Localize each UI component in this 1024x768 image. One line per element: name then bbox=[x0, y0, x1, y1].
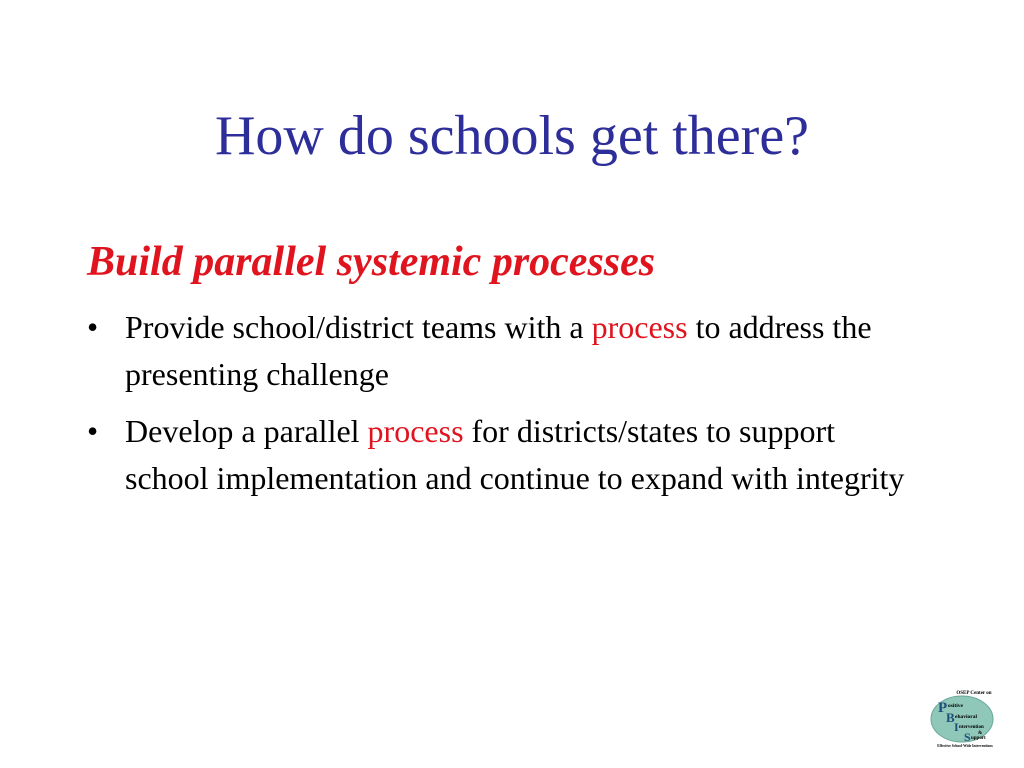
logo-top-text: OSEP Center on bbox=[956, 691, 992, 696]
bullet-text-after: for districts/states to support school implementation and continue to expand with integrity bbox=[125, 413, 905, 496]
bullet-item bbox=[87, 408, 907, 502]
bullet-dot: • bbox=[87, 309, 99, 345]
bullet-emphasis: process bbox=[591, 309, 688, 345]
slide-title: How do schools get there? bbox=[214, 105, 810, 167]
logo-tagline: Effective School-Wide Interventions bbox=[937, 744, 993, 748]
logo-letter-i: I bbox=[954, 720, 959, 734]
logo-word-b: ehavioral bbox=[955, 714, 977, 720]
logo-word-s: upport bbox=[971, 736, 986, 741]
bullet-dot: • bbox=[87, 413, 99, 449]
logo-letter-p: P bbox=[938, 700, 948, 716]
bullet-text-after: to address the presenting challenge bbox=[125, 309, 872, 392]
bullet-text-before: Develop a parallel bbox=[125, 413, 368, 449]
bullet-emphasis: process bbox=[367, 413, 464, 449]
bullet-item bbox=[87, 304, 907, 398]
slide-subheading: Build parallel systemic processes bbox=[87, 239, 656, 285]
pbis-logo bbox=[924, 688, 1006, 748]
bullet-text-before: Provide school/district teams with a bbox=[125, 309, 592, 345]
pbis-logo-graphic bbox=[924, 688, 1006, 748]
logo-letter-b: B bbox=[946, 710, 955, 725]
logo-word-i: ntervention bbox=[959, 725, 984, 730]
logo-ampersand: & bbox=[978, 731, 983, 736]
bullet-list bbox=[87, 304, 907, 512]
logo-letter-s: S bbox=[964, 730, 971, 744]
logo-word-p: ositive bbox=[948, 703, 963, 709]
